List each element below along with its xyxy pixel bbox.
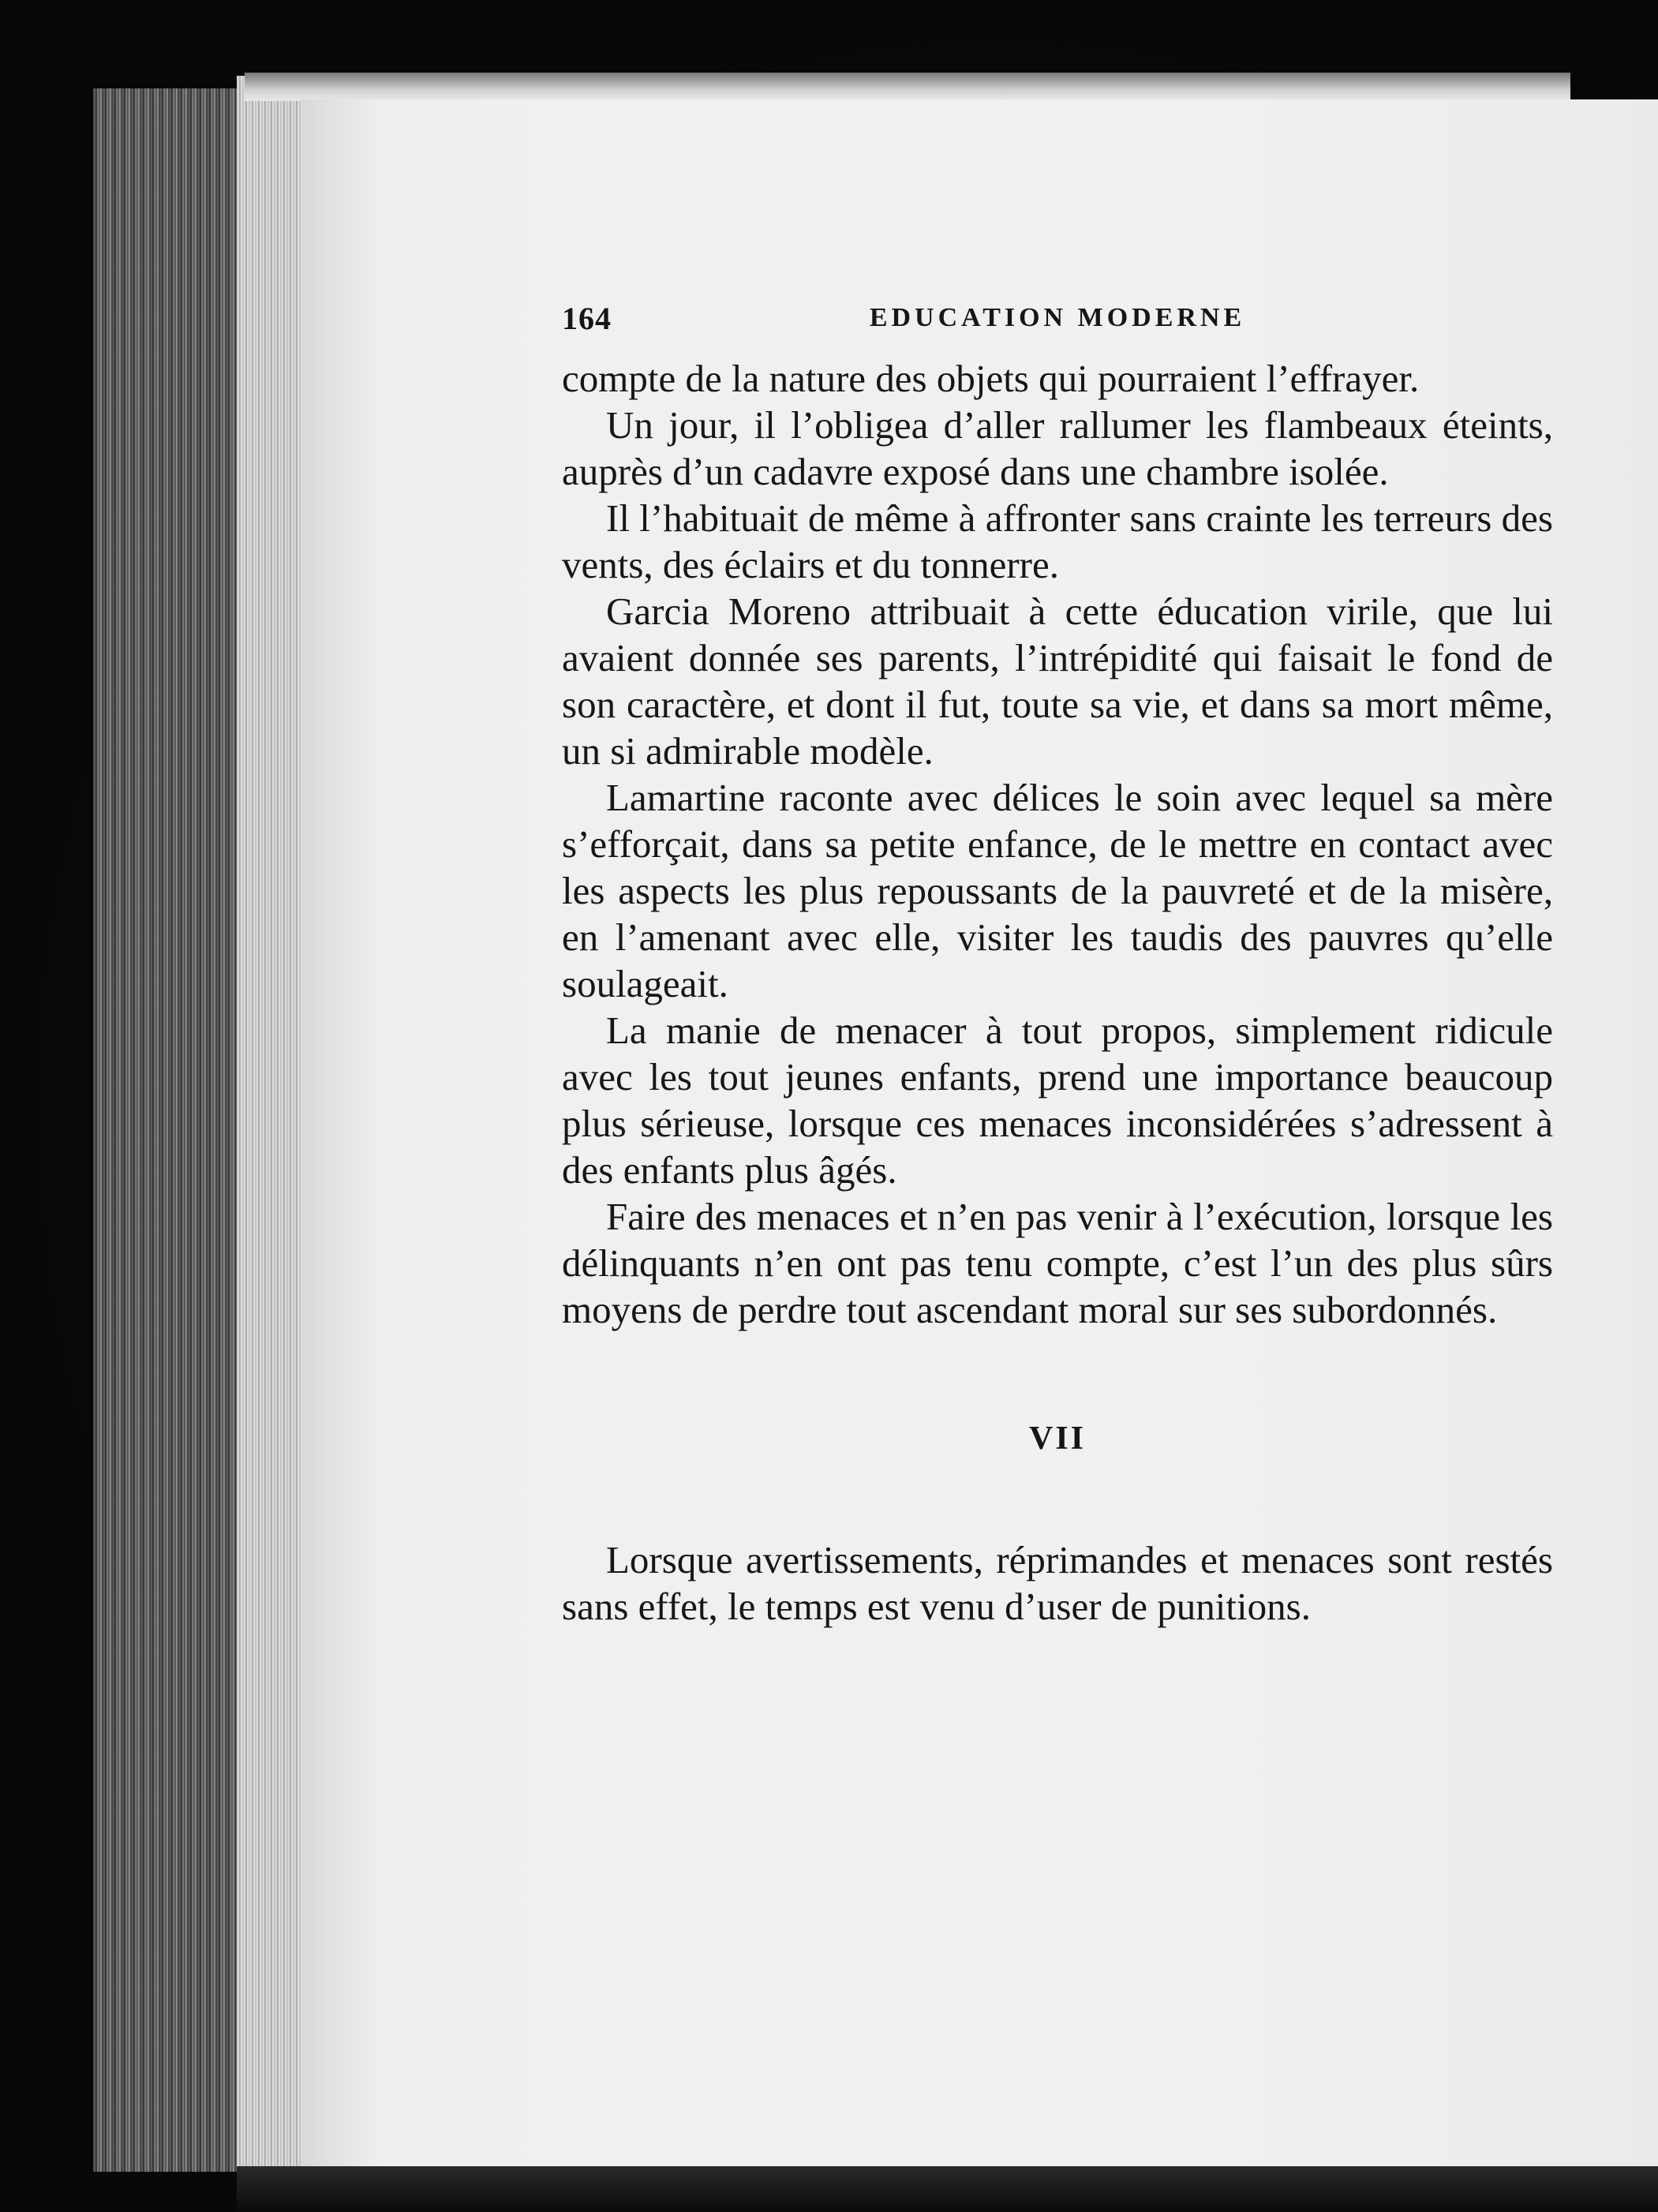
section-body-text [562, 1536, 1553, 1630]
section-heading: VII [1028, 1420, 1087, 1457]
paragraph: Un jour, il l’obligea d’aller rallumer les flambeaux éteints, auprès d’un cadavre exposé dans une chambre isolée. [562, 403, 1553, 493]
page-bottom-shadow [237, 2166, 1658, 2212]
paragraph: La manie de menacer à tout propos, simplement ridicule avec les tout jeunes enfants, prend une importance beaucoup plus sérieuse, lorsque ces menaces inconsidérées s’adressent à des enfants plus âgés. [562, 1009, 1553, 1192]
page-number: 164 [562, 301, 612, 336]
running-title: EDUCATION MODERNE [869, 303, 1246, 332]
paragraph: Lorsque avertissements, réprimandes et menaces sont restés sans effet, le temps est venu d’user de punitions. [562, 1538, 1553, 1628]
paragraph: Il l’habituait de même à affronter sans crainte les terreurs des vents, des éclairs et du tonnerre. [562, 496, 1553, 586]
page-top-rim [245, 73, 1570, 101]
paragraph: Faire des menaces et n’en pas venir à l’exécution, lorsque les délinquants n’en ont pas tenu compte, c’est l’un des plus sûrs moyens de perdre tout ascendant moral sur ses subordonnés. [562, 1195, 1553, 1331]
paragraph: compte de la nature des objets qui pourraient l’effrayer. [562, 357, 1420, 400]
paragraph: Lamartine raconte avec délices le soin avec lequel sa mère s’efforçait, dans sa petite enfance, de le mettre en contact avec les aspects les plus repoussants de la pauvreté et de la misère, en l’amenant avec elle, visiter les taudis des pauvres qu’elle soulageait. [562, 776, 1553, 1005]
paragraph: Garcia Moreno attribuait à cette éducation virile, que lui avaient donnée ses parents, l’intrépidité qui faisait le fond de son caractère, et dont il fut, toute sa vie, et dans sa mort même, un si admirable modèle. [562, 589, 1553, 773]
body-text [562, 355, 1553, 1333]
page-content [562, 300, 1553, 1630]
running-head [562, 300, 1553, 355]
book-page-edges-light [237, 76, 308, 2175]
